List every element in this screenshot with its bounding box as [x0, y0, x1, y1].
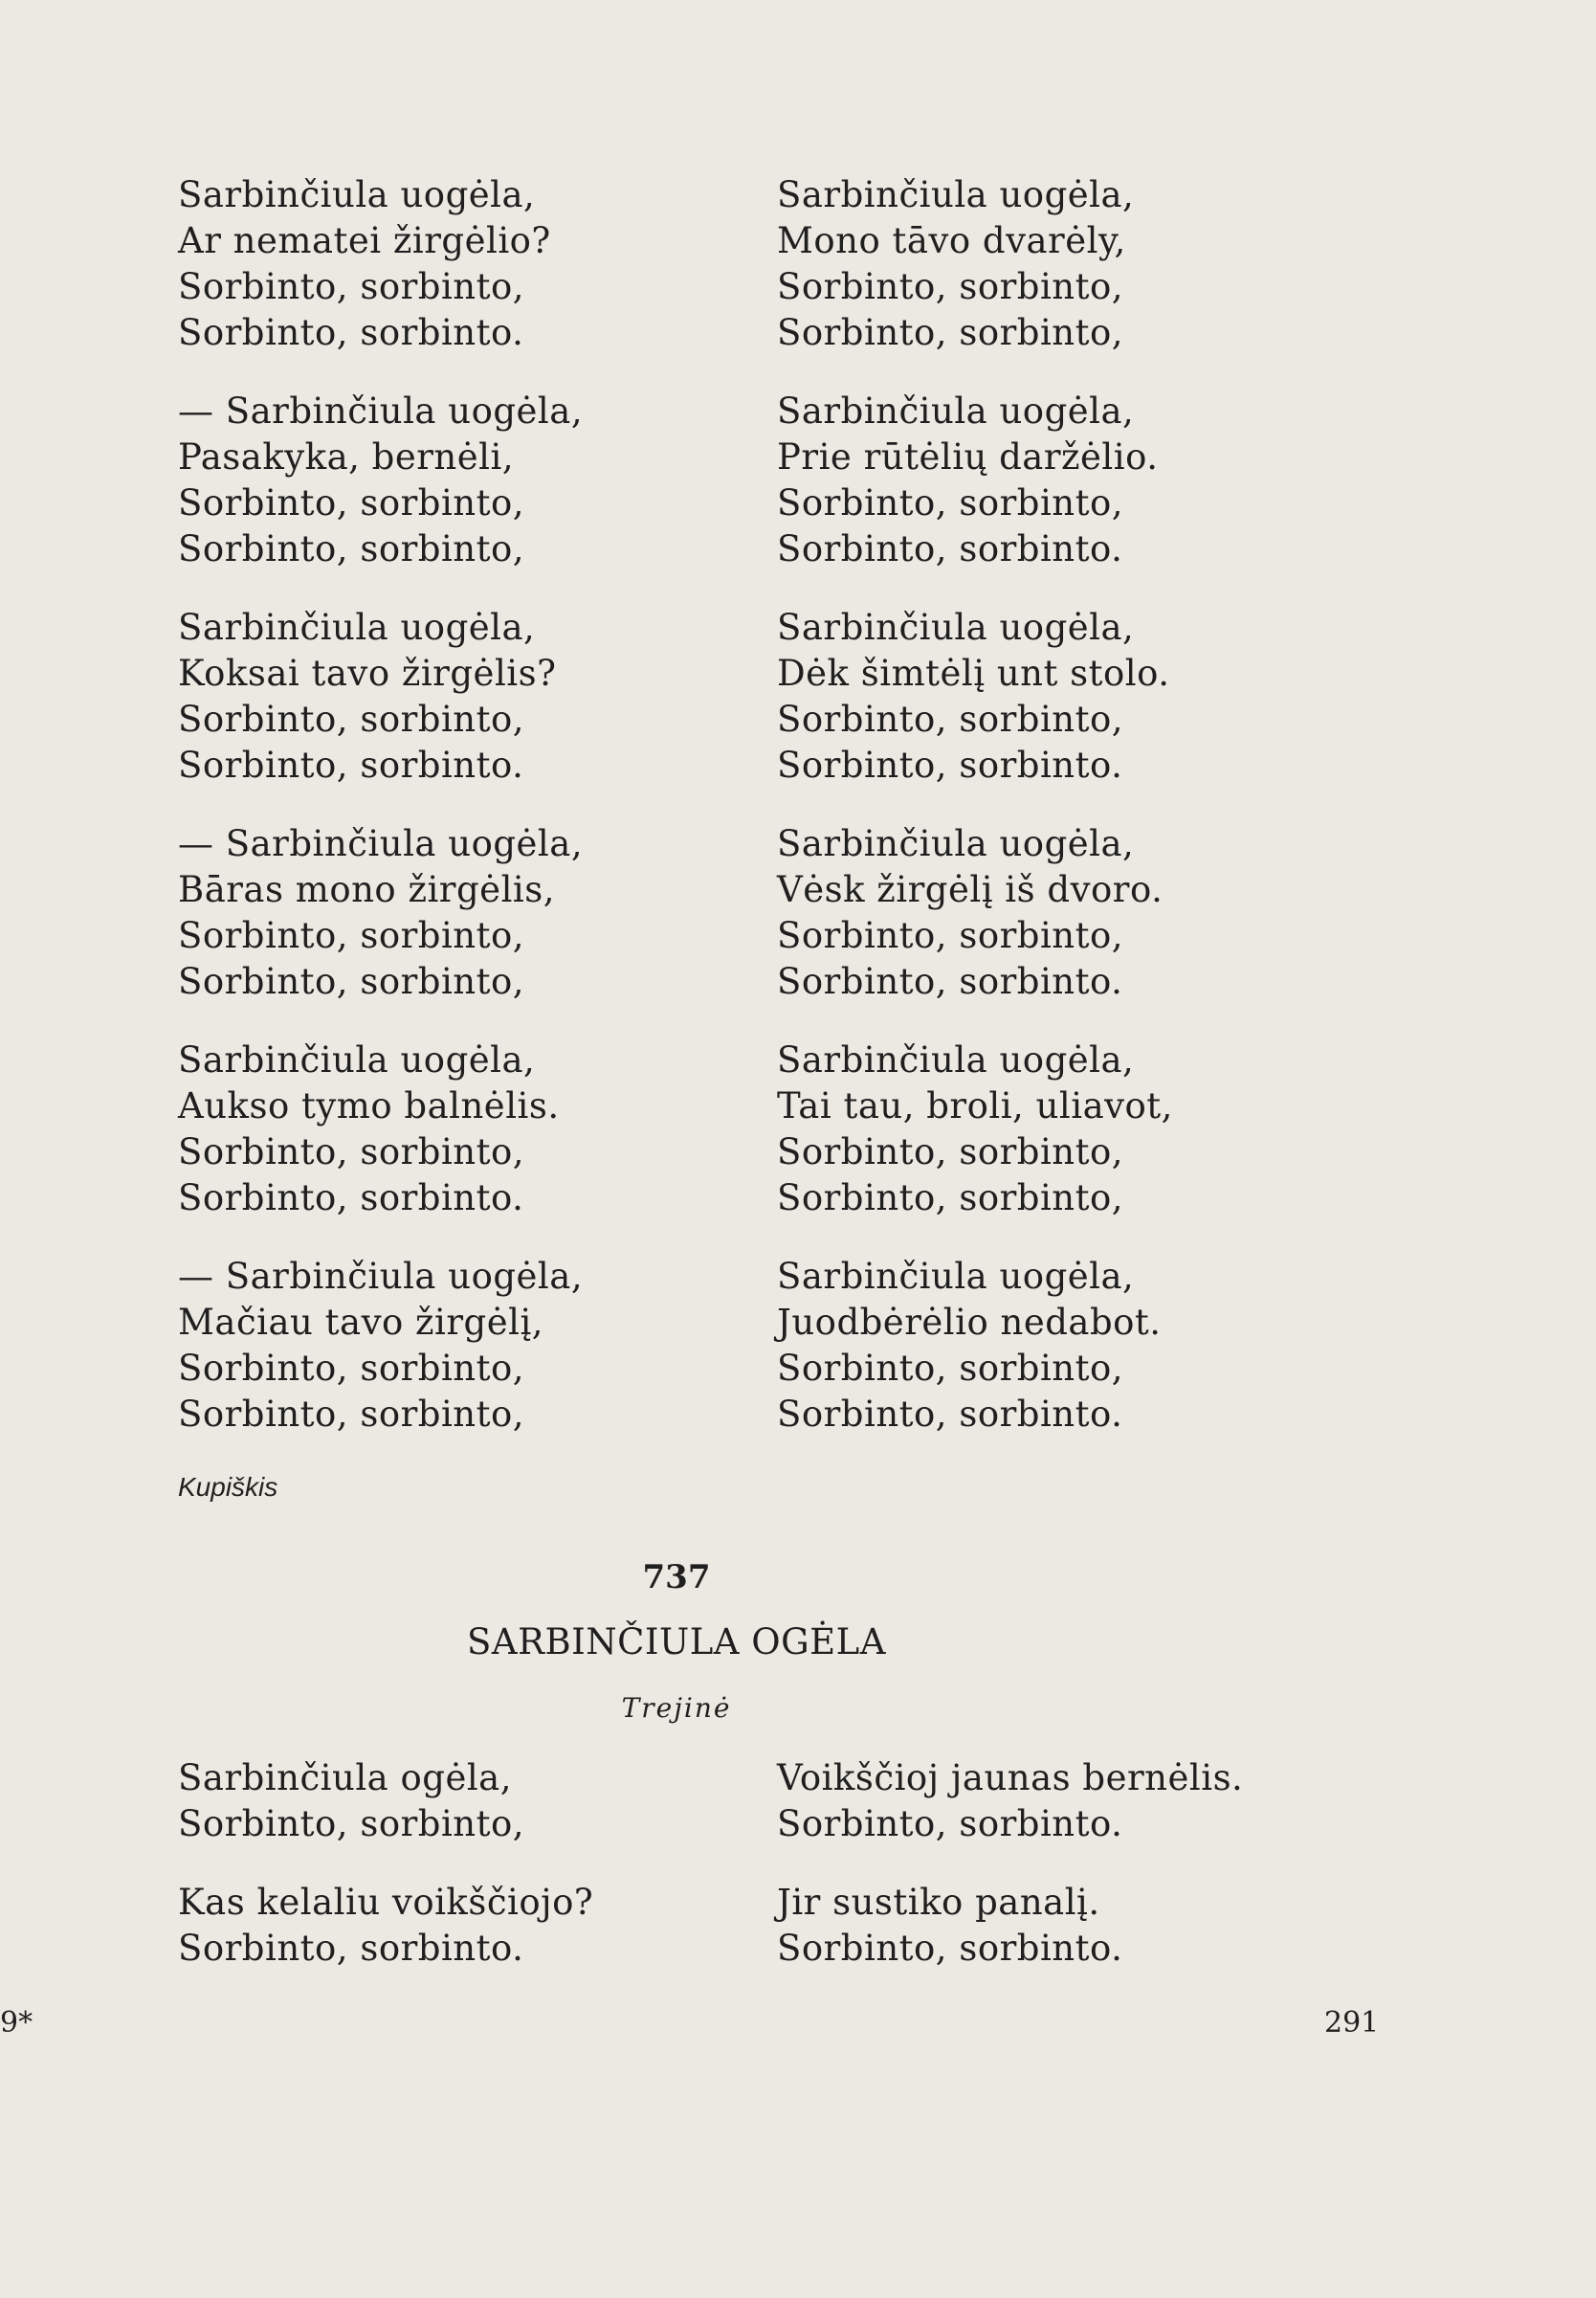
verse-line: Pasakyka, bernėli,: [178, 436, 515, 478]
song-subtitle: Trejinė: [621, 1692, 732, 1724]
verse-line: Sorbinto, sorbinto,: [777, 1131, 1124, 1172]
stanza: [777, 1037, 1389, 1221]
verse-line: Dėk šimtėlį unt stolo.: [777, 653, 1170, 694]
stanza: [777, 605, 1389, 789]
verse-line: Bāras mono žirgėlis,: [178, 869, 555, 910]
stanza: [777, 172, 1389, 356]
verse-line: Sorbinto, sorbinto.: [777, 528, 1123, 569]
verse-line: Sorbinto, sorbinto.: [777, 1928, 1123, 1969]
verse-line: Mono tāvo dvarėly,: [777, 220, 1126, 261]
verse-line: Sarbinčiula uogėla,: [777, 1039, 1135, 1081]
verse-line: Vėsk žirgėlį iš dvoro.: [777, 869, 1164, 910]
page-number: 291: [1324, 2006, 1380, 2040]
verse-line: Mačiau tavo žirgėlį,: [178, 1302, 544, 1343]
verse-line: Sorbinto, sorbinto,: [777, 1348, 1124, 1389]
stanza: [178, 1037, 790, 1221]
stanza: [777, 1254, 1389, 1438]
stanza: [777, 1755, 1389, 1847]
stanza: [178, 1254, 790, 1438]
verse-line: Sorbinto, sorbinto,: [178, 528, 525, 569]
stanza: [178, 172, 790, 356]
place-of-recording: Kupiškis: [178, 1472, 278, 1502]
verse-line: Jir sustiko panalį.: [777, 1882, 1100, 1923]
stanza: [777, 1880, 1389, 1972]
verse-line: — Sarbinčiula uogėla,: [178, 390, 584, 432]
song-736-left-column: [178, 172, 790, 1470]
verse-line: Sorbinto, sorbinto,: [178, 961, 525, 1002]
verse-line: Sorbinto, sorbinto.: [777, 961, 1123, 1002]
verse-line: Sorbinto, sorbinto.: [178, 312, 524, 353]
verse-line: Sorbinto, sorbinto.: [777, 1803, 1123, 1844]
verse-line: Sorbinto, sorbinto,: [178, 915, 525, 956]
verse-line: Kas kelaliu voikščiojo?: [178, 1882, 594, 1923]
verse-line: Sarbinčiula uogėla,: [777, 1256, 1135, 1297]
verse-line: Sorbinto, sorbinto,: [777, 1177, 1124, 1218]
song-title: SARBINČIULA OGĖLA: [467, 1621, 886, 1662]
song-737-left-column: [178, 1755, 790, 2004]
stanza: [777, 389, 1389, 572]
stanza: [178, 605, 790, 789]
verse-line: Sorbinto, sorbinto,: [777, 699, 1124, 740]
verse-line: Sorbinto, sorbinto,: [777, 482, 1124, 524]
stanza: [178, 1880, 790, 1972]
verse-line: Sarbinčiula uogėla,: [178, 607, 536, 648]
verse-line: Sorbinto, sorbinto.: [777, 745, 1123, 786]
verse-line: Sorbinto, sorbinto,: [178, 1348, 525, 1389]
verse-line: Sorbinto, sorbinto.: [178, 1928, 524, 1969]
verse-line: Ar nematei žirgėlio?: [178, 220, 551, 261]
stanza: [178, 389, 790, 572]
song-737-right-column: [777, 1755, 1389, 2004]
verse-line: Sorbinto, sorbinto,: [178, 1803, 525, 1844]
verse-line: — Sarbinčiula uogėla,: [178, 823, 584, 864]
verse-line: Sorbinto, sorbinto.: [178, 745, 524, 786]
stanza: [178, 1755, 790, 1847]
stanza: [178, 821, 790, 1005]
song-736-right-column: [777, 172, 1389, 1470]
verse-line: Sarbinčiula uogėla,: [178, 1039, 536, 1081]
song-number: 737: [642, 1558, 711, 1596]
verse-line: Sorbinto, sorbinto,: [178, 699, 525, 740]
verse-line: Sorbinto, sorbinto,: [178, 266, 525, 307]
verse-line: Tai tau, broli, uliavot,: [777, 1085, 1173, 1127]
verse-line: Koksai tavo žirgėlis?: [178, 653, 557, 694]
verse-line: Juodbėrėlio nedabot.: [777, 1302, 1162, 1343]
verse-line: — Sarbinčiula uogėla,: [178, 1256, 584, 1297]
signature-mark: 9*: [0, 2006, 33, 2040]
verse-line: Sarbinčiula uogėla,: [777, 390, 1135, 432]
verse-line: Prie rūtėlių daržėlio.: [777, 436, 1159, 478]
verse-line: Sorbinto, sorbinto,: [178, 1131, 525, 1172]
verse-line: Sorbinto, sorbinto,: [178, 482, 525, 524]
verse-line: Sorbinto, sorbinto.: [777, 1394, 1123, 1435]
verse-line: Sarbinčiula uogėla,: [178, 174, 536, 215]
stanza: [777, 821, 1389, 1005]
verse-line: Sarbinčiula ogėla,: [178, 1757, 512, 1798]
verse-line: Sorbinto, sorbinto.: [178, 1177, 524, 1218]
verse-line: Sorbinto, sorbinto,: [777, 266, 1124, 307]
verse-line: Sorbinto, sorbinto,: [777, 312, 1124, 353]
verse-line: Sarbinčiula uogėla,: [777, 174, 1135, 215]
verse-line: Aukso tymo balnėlis.: [178, 1085, 560, 1127]
verse-line: Sorbinto, sorbinto,: [777, 915, 1124, 956]
verse-line: Sorbinto, sorbinto,: [178, 1394, 525, 1435]
verse-line: Sarbinčiula uogėla,: [777, 607, 1135, 648]
verse-line: Sarbinčiula uogėla,: [777, 823, 1135, 864]
verse-line: Voikščioj jaunas bernėlis.: [777, 1757, 1244, 1798]
